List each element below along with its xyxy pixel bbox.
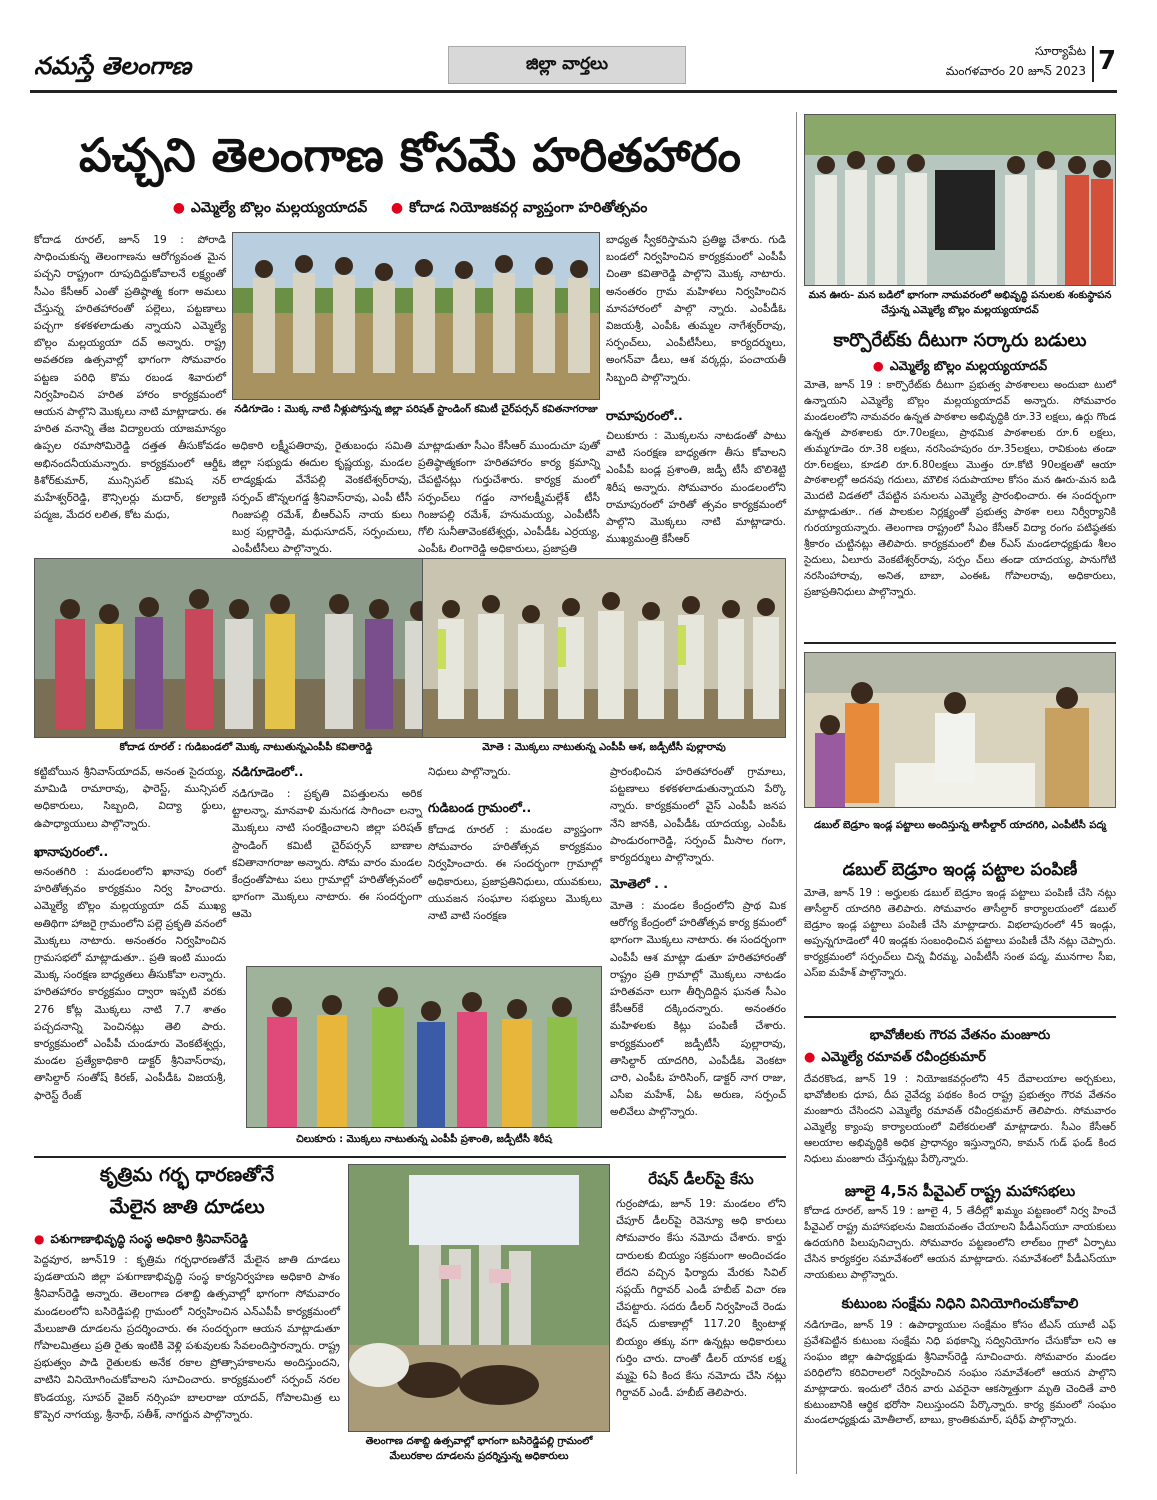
right-col5: నడిగూడెం, జూన్ 19 : ఉపాధ్యాయుల సంక్షేమం కోసం టీఎస్ యూటీ ఎఫ్ ప్రవేశపెట్టిన కుటుంబ సంక్షేమ నిధి పథకాన్ని సద్వినియోగం చేసుకోవా లని ఆ సంఘం జిల్లా ఉపాధ్యక్షుడు శ్రీనివాస్‌రెడ్డి సూచించారు. సోమవారం మండల పరిధిలోని కరివిరాలలో నిర్వహించిన సంఘం సమావేశంలో ఆయన పాల్గొని మాట్లాడారు. ఇందులో చేరిన వారు ఎవరైనా ఆకస్మాత్తుగా మృతి చెందితే వారి కుటుంబానికి ఆర్థిక భరోసా నిలుస్తుందని పేర్కొన్నారు. కార్య క్రమంలో సంఘం మండలాధ్యక్షుడు మోతీలాల్, బాబు, క్రాంతికుమార్, షరీఫ్ పాల్గొన్నారు. (804, 1320, 1116, 1427)
lower-col4: ప్రారంభించిన హరితహారంతో గ్రామాలు, పట్టణాలు కళకళలాడుతున్నాయని పేర్కొ న్నారు. కార్యక్రమంలో వైస్ ఎంపీపీ జనప నేని జానకి, ఎంపీడీఓ యాదయ్య, ఎంపీఓ పాండురంగారెడ్డి, సర్పంచ్ మీసాల గంగా, కార్యదర్శులు పాల్గొన్నారు. (610, 766, 786, 865)
caption-calves: తెలంగాణ దశాబ్ది ఉత్సవాల్లో భాగంగా బసిరెడ్డిపల్లి గ్రామంలో మేలురకాల దూడలను ప్రదర్శిస్తున్న అధికారులు (365, 1436, 593, 1462)
photo-namavaram (804, 114, 1116, 286)
caption-gudibanda: కోదాడ రూరల్ : గుడిబండలో మొక్క నాటుతున్నఎంపీపీ కవితారెడ్డి (119, 742, 373, 753)
gudibanda-head: గుడిబండ గ్రామంలో.. (428, 800, 532, 815)
khanapuram-head: ఖానాపురంలో.. (34, 844, 109, 859)
right-h3sub (804, 1050, 1116, 1068)
lower-col2: నడిగూడెం : ప్రకృతి విపత్తులను అరిక ట్టాలన్నా, మానవాళి మనుగడ సాగించా లన్నా మొక్కలు నాటి సంరక్షించాలని జిల్లా పరిషత్ స్టాండింగ్ కమిటీ చైర్‌పర్సన్ బాణాల కవితానాగరాజు అన్నారు. సోమ వారం మండల కేంద్రంతోపాటు పలు గ్రామాల్లో హరితోత్సవంలో భాగంగా మొక్కలు నాటారు. ఈ సందర్భంగా ఆమె (232, 788, 422, 921)
lead-col3b: చిలుకూరు : మొక్కలను నాటడంతో పాటు వాటి సంరక్షణ బాధ్యతగా తీసు కోవాలని ఎంపీపీ బండ్ల ప్రశాంతి, జడ్పీ టీసీ బొలిశెట్టి శిరీష అన్నారు. సోమవారం మండలంలోని రామాపురంలో హరితో త్సవం కార్యక్రమంలో పాల్గొని మొక్కలు నాటి మాట్లాడారు. ముఖ్యమంత్రి కేసీఆర్ (606, 430, 786, 546)
right-h2: డబుల్ బెడ్రూం ఇండ్ల పట్టాల పంపిణీ (842, 860, 1078, 880)
photo-mothe (422, 558, 786, 738)
photo-tahsildar-image (805, 653, 1115, 807)
lower-col1b: అనంతగిరి : మండలంలోని ఖానాపు రంలో హరితోత్సవం కార్యక్రమం నిర్వ హించారు. ఎమ్మెల్యే బొల్లం మల్లయ్యయా దవ్ ముఖ్య అతిథిగా హాజరై గ్రామంలోని పల్లె ప్రకృతి వనంలో మొక్కలు నాటారు. అనంతరం నిర్వహించిన గ్రామసభలో మాట్లాడుతూ.. ప్రతి ఇంటి ముందు మొక్క సంరక్షణ బాధ్యతలు తీసుకోవా లన్నారు. హరితహారం కార్యక్రమం ద్వారా ఇప్పటి వరకు 276 కోట్ల మొక్కలు నాటి 7.7 శాతం పచ్చదనాన్ని పెంచినట్లు తెలి పారు. కార్యక్రమంలో ఎంపీపీ చుండూరు వెంకటేశ్వర్లు, మండల ప్రత్యేకాధికారి డాక్టర్ శ్రీనివాస్‌రావు, తాసిల్దార్ సంతోష్ కిరణ్, ఎంపీడీఓ విజయశ్రీ, ఫారెస్ట్ రేంజ్ (34, 866, 226, 1102)
mothe-head: మోతెలో . . (610, 876, 669, 891)
lead-sub1: ● ఎమ్మెల్యే బొల్లం మల్లయ్యయాదవ్ (173, 200, 367, 216)
bottom-h2: రేషన్ డీలర్‌పై కేసు (648, 1170, 754, 1188)
photo-calves (348, 1164, 610, 1432)
masthead-rule (30, 90, 1117, 93)
photo-mothe-image (423, 559, 785, 737)
caption-chilukuru: చిలుకూరు : మొక్కలు నాటుతున్న ఎంపీపీ ప్రశాంతి, జడ్పీటీసీ శిరీష (296, 1134, 552, 1145)
photo-gudibanda (34, 558, 458, 738)
lower-col3b: కోదాడ రూరల్ : మండల వ్యాప్తంగా సోమవారం హరితోత్సవ కార్యక్రమం నిర్వహించారు. ఈ సందర్భంగా గ్రామాల్లో అధికారులు, ప్రజాప్రతినిధులు, యువకులు, యువజన సంఘాల సభ్యులు మొక్కలు నాటి వాటి సంరక్షణ (428, 824, 602, 923)
photo-chilukuru-image (247, 967, 601, 1127)
photo-nadigudem-image (233, 233, 599, 399)
right-h1sub-text: ● ఎమ్మెల్యే బొల్లం మల్లయ్యయాదవ్ (873, 358, 1047, 373)
photo-gudibanda-image (35, 559, 457, 737)
caption-namavaram: మన ఊరు- మన బడిలో భాగంగా నామవరంలో అభివృద్ధి పనులకు శంకుస్థాపన చేస్తున్న ఎమ్మెల్యే బొల్లం మల్లయ్యయాదవ్ (808, 290, 1112, 316)
photo-namavaram-image (805, 115, 1115, 285)
page-sep (1092, 46, 1094, 82)
bottom-h1b: మేలైన జాతి దూడలు (109, 1196, 265, 1218)
bottom-h1sub-text: ● పశుగాణాభివృద్ధి సంస్థ అధికారి శ్రీనివాస్‌రెడ్డి (34, 1232, 248, 1246)
page-number: 7 (1098, 46, 1117, 76)
ramapuram-head: రామాపురంలో.. (606, 408, 683, 423)
lead-sub2: ● కోదాడ నియోజకవర్గ వ్యాప్తంగా హరితోత్సవం (391, 200, 647, 216)
section-name: జిల్లా వార్తలు (526, 54, 608, 74)
photo-chilukuru (246, 966, 602, 1128)
lead-col1: కోదాడ రూరల్, జూన్ 19 : పోరాడి సాధించుకున్న తెలంగాణను ఆరోగ్యవంత మైన పచ్చని రాష్ట్రంగా రూపుదిద్దుకోవాలనే లక్ష్యంతో సీఎం కేసీఆర్ ఎంతో ప్రతిష్ఠాత్మ కంగా అమలు చేస్తున్న హరితహారంతో పల్లెలు, పట్టణాలు పచ్చగా కళకళలాడుతు న్నాయని ఎమ్మెల్యే బొల్లం మల్లయ్యయా దవ్ అన్నారు. రాష్ట్ర అవతరణ ఉత్సవాల్లో భాగంగా సోమవారం పట్టణ పరిధి కొమ రబండ శివారులో నిర్వహించిన హరిత హారం కార్యక్రమంలో ఆయన పాల్గొని మొక్కలు నాటి మాట్లాడారు. ఈ హరిత వనాన్ని తేజ విద్యాలయ యాజమాన్యం ఉప్పల రమాసోమిరెడ్డి దత్తత తీసుకోవడం అభినందనీయమన్నారు. కార్యక్రమంలో ఆర్డీఓ కిశోర్‌కుమార్, మున్సిపల్ కమిష నర్ మహేశ్వర్‌రెడ్డి, కౌన్సిలర్లు మదార్, కల్యాణి పద్మజ, మేదర లలిత, కోట మధు, (34, 234, 226, 522)
right-h3sub-text: ● ఎమ్మెల్యే రమావత్ రవీంద్రకుమార్ (804, 1050, 986, 1065)
photo-calves-image (349, 1165, 609, 1431)
bottom-h1a: కృత్రిమ గర్భ ధారణతోనే (99, 1164, 275, 1186)
photo-nadigudem (232, 232, 600, 400)
photo-tahsildar (804, 652, 1116, 808)
lead-headline: పచ్చని తెలంగాణ కోసమే హరితహారం (79, 128, 741, 182)
right-h4: జూలై 4,5న పీవైఎల్ రాష్ట్ర మహాసభలు (844, 1182, 1076, 1200)
caption-nadigudem: నడిగూడెం : మొక్క నాటి నీళ్లుపోస్తున్న జిల్లా పరిషత్ స్టాండింగ్ కమిటీ చైర్‌పర్సన్ కవితనాగరాజు (234, 404, 598, 415)
paper-name: నమస్తే తెలంగాణ (34, 52, 192, 80)
right-h1sub (804, 358, 1116, 377)
right-h5: కుటుంబ సంక్షేమ నిధిని వినియోగించుకోవాలి (841, 1296, 1079, 1312)
right-col3: దేవరకొండ, జూన్ 19 : నియోజకవర్గంలోని 45 దేవాలయాల అర్చకులు, భావోజీలకు ధూప, దీప నైవేద్య పథకం కింద రాష్ట్ర ప్రభుత్వం గౌరవ వేతనం మంజూరు చేసిందని ఎమ్మెల్యే రమావత్ రవీంద్రకుమార్ తెలిపారు. సోమవారం ఎమ్మెల్యే క్యాంపు కార్యాలయంలో విలేకరులతో మాట్లాడారు. సీఎం కేసీఆర్ ఆలయాల అభివృద్ధికి అధిక ప్రాధాన్యం ఇస్తున్నారని, కామన్ గుడ్ ఫండ్ కింద నిధులు మంజూరు చేస్తున్నట్లు పేర్కొన్నారు. (804, 1074, 1116, 1165)
lead-col3: బాధ్యత స్వీకరిస్తామని ప్రతిజ్ఞ చేశారు. గుడి బండలో నిర్వహించిన కార్యక్రమంలో ఎంపీపీ చింతా కవితారెడ్డి పాల్గొని మొక్క నాటారు. అనంతరం గ్రామ మహిళలు నిర్వహించిన మానహారంలో పాల్గొ న్నారు. ఎంపీడీఓ విజయశ్రీ, ఎంపీఓ తుమ్మల నాగేశ్వర్‌రావు, సర్పంచ్‌లు, ఎంపీటీసీలు, కార్యదర్శులు, అంగన్‌వా డీలు, ఆశ వర్కర్లు, పంచాయతీ సిబ్బంది పాల్గొన్నారు. (606, 234, 786, 384)
lower-col4b: మోతె : మండల కేంద్రంలోని ప్రాథ మిక ఆరోగ్య కేంద్రంలో హరితోత్సవ కార్య క్రమంలో భాగంగా మొక్కలు నాటారు. ఈ సందర్భంగా ఎంపీపీ ఆశ మాట్లా డుతూ హరితహారంతో రాష్ట్రం ప్రతి గ్రామాల్లో మొక్కలు నాటడం హరితవనా లుగా తీర్చిదిద్దిన ఘనత సీఎం కేసీఆర్‌కే దక్కిందన్నారు. అనంతరం మహిళలకు కిట్లు పంపిణీ చేశారు. కార్యక్రమంలో జడ్పీటీసీ పుల్లారావు, తాసిల్దార్ యాదగిరి, ఎంపీడీఓ వెంకటా చారి, ఎంపీఓ హరిసింగ్, డాక్టర్ నాగ రాజు, ఎసీఐ మహేశ్, ఏఓ అరుణ, సర్పంచ్ అలివేలు పాల్గొన్నారు. (610, 900, 786, 1119)
lower-col3: నిధులు పాల్గొన్నారు. (428, 766, 511, 778)
bottom-h1sub (34, 1232, 340, 1249)
right-rule-2 (804, 1016, 1116, 1018)
right-rule-1 (804, 642, 1116, 644)
right-divider (796, 112, 797, 1474)
right-h3: భావోజీలకు గౌరవ వేతనం మంజూరు (869, 1028, 1051, 1043)
right-col1: మోతె, జూన్ 19 : కార్పొరేట్‌కు దీటుగా ప్రభుత్వ పాఠశాలలు అందుబా టులో ఉన్నాయని ఎమ్మెల్యే బొల్లం మల్లయ్యయాదవ్ అన్నారు. సోమవారం మండలంలోని నామవరం ఉన్నత పాఠశాల అభివృద్ధికి రూ.33 లక్షలు, ఉర్లు గొండ ఉన్నత పాఠశాలకు రూ.70లక్షలు, ప్రాథమిక పాఠశాలకు రూ.6 లక్షలు, తుమ్మగూడెం రూ.38 లక్షలు, నరసింహపురం రూ.35లక్షలు, రావికుంట తండా రూ.6లక్షలు, కూడలి రూ.6.80లక్షలు మొత్తం రూ.కోటి 90లక్షలతో ఆయా పాఠశాలల్లో అదనపు గదులు, మౌలిక సదుపాయాల కోసం మన ఊరు-మన బడి మొదటి విడతలో చేపట్టిన పనులను ఎమ్మెల్యే ప్రారంభించారు. ఈ సందర్భంగా మాట్లాడుతూ.. గత పాలకుల నిర్లక్ష్యంతో ప్రభుత్వ పాఠశా లలు నిర్వీర్యానికి గురయ్యాయన్నారు. తెలంగాణ రాష్ట్రంలో సీఎం కేసీఆర్ విద్యా రంగం పటిష్ఠతకు శ్రీకారం చుట్టినట్లు తెలిపారు. కార్యక్రమంలో బీఆ ర్‌ఎస్ మండలాధ్యక్షుడు శీలం సైదులు, ఏలూరు వెంకటేశ్వర్‌రావు, సర్పం చ్‌లు తండా యాదయ్య, పానుగోటి నరసింహారావు, అనిత, బాబా, ఎంఈఓ గోపాలరావు, అధికారులు, ప్రజాప్రతినిధులు పాల్గొన్నారు. (804, 380, 1116, 598)
right-h1: కార్పొరేట్‌కు దీటుగా సర్కారు బడులు (833, 330, 1087, 351)
lead-col2b: మాట్లాడుతూ సీఎం కేసీఆర్ ముందుచూ పుతో ప్రతిష్ఠాత్మకంగా హరితహారం కార్య క్రమాన్ని చేపట్టినట్లు గుర్తుచేశారు. కార్యక్ర మంలో సర్పంచ్‌లు గడ్డం నాగలక్ష్మీమల్లేశ్ టీసీ గింజుపల్లి రమేశ్, హనుమయ్య, ఎంపీటీసీ గోలి సునీతావెంకటేశ్వర్లు, ఎంపీడీఓ ఎర్రయ్య, ఎంపీఓ లింగారెడ్డి అధికారులు, ప్రజాప్రతి (418, 440, 600, 556)
caption-mothe: మోతె : మొక్కలు నాటుతున్న ఎంపీపీ ఆశ, జడ్పీటీసీ పుల్లారావు (482, 742, 726, 753)
caption-tahsildar: డబుల్ బెడ్రూం ఇండ్ల పట్టాలు అందిస్తున్న తాసీల్దార్ యాదగిరి, ఎంపీటీసీ పద్మ (814, 820, 1106, 831)
lead-subheads (34, 200, 786, 219)
nadigudem-head: నడిగూడెంలో.. (232, 764, 304, 779)
edition-name: సూర్యాపేట (1035, 44, 1086, 58)
bottom-rule (34, 1156, 786, 1158)
right-col4: కోదాడ రూరల్, జూన్ 19 : జూలై 4, 5 తేదీల్లో ఖమ్మం పట్టణంలో నిర్వ హించే పీవైఎల్ రాష్ట్ర మహాసభలను విజయవంతం చేయాలని పీడీఎస్‌యూ నాయకులు ఉదయగిరి పిలుపునిచ్చారు. సోమవారం పట్టణంలోని లాల్‌బం గ్లాలో ఏర్పాటు చేసిన కార్యకర్తల సమావేశంలో ఆయన మాట్లాడారు. సమావేశంలో పీడీఎస్‌యూ నాయకులు పాల్గొన్నారు. (804, 1206, 1116, 1281)
issue-date: మంగళవారం 20 జూన్ 2023 (945, 64, 1086, 78)
masthead (30, 42, 1117, 90)
lower-col1: కట్టిబోయిన శ్రీనివాస్‌యాదవ్, అనంత సైదయ్య, మామిడి రామారావు, ఫారెస్ట్, మున్సిపల్ అధికారులు, సిబ్బంది, విద్యా ర్థులు, ఉపాధ్యాయులు పాల్గొన్నారు. (34, 766, 226, 830)
bottom-col2: గుర్రంపోడు, జూన్ 19: మండలం లోని చేపూర్ డీలర్‌పై రెవెన్యూ అధి కారులు సోమవారం కేసు నమోదు చేశారు. కార్డు దారులకు బియ్యం సక్రమంగా అందించడం లేదని వచ్చిన ఫిర్యాదు మేరకు సివిల్ సప్లయ్ గిర్దావర్ ఎండీ హబీబ్ విచా రణ చేపట్టారు. సదరు డీలర్ నిర్వహించే రెండు రేషన్ దుకాణాల్లో 117.20 క్వింటాళ్ల బియ్యం తక్కు వగా ఉన్నట్లు అధికారులు గుర్తిం చారు. దాంతో డీలర్ యానక లక్ష్మ మ్మపై 6ఏ కింద కేసు నమోదు చేసి నట్లు గిర్దావర్ ఎండీ. హబీబ్ తెలిపారు. (616, 1198, 786, 1400)
bottom-col1: పెద్దవూర, జూన్19 : కృత్రిమ గర్భధారణతోనే మేలైన జాతి దూడలు పుడతాయని జిల్లా పశుగాణాభివృద్ధి సంస్థ కార్యనిర్వహణ అధికారి పాశం శ్రీనివాస్‌రెడ్డి అన్నారు. తెలంగాణ దశాబ్ది ఉత్సవాల్లో భాగంగా సోమవారం మండలంలోని బసిరెడ్డిపల్లి గ్రామంలో నిర్వహించిన ఎన్‌ఎపీపీ కార్యక్రమంలో మేలుజాతి దూడలను ప్రదర్శించారు. ఈ సందర్భంగా ఆయన మాట్లాడుతూ గోపాలమిత్రలు ప్రతి రైతు ఇంటికి వెళ్లి పశువులకు సేవలందిస్తారన్నారు. రాష్ట్ర ప్రభుత్వం పాడి రైతులకు అనేక రకాల ప్రోత్సాహకాలను అందిస్తుందని, వాటిని వినియోగించుకోవాలని సూచించారు. కార్యక్రమంలో సర్పంచ్ నరల కొండయ్య, సూపర్ వైజర్ నర్సింహ బాలరాజు యాదవ్, గోపాలమిత్ర లు కొప్పెర నాగయ్య, శ్రీనాథ్, సతీశ్, నాగర్జున పాల్గొన్నారు. (34, 1254, 340, 1421)
lead-col1b: అధికారి లక్ష్మీపతిరావు, రైతుబంధు సమితి జిల్లా సభ్యుడు ఈదుల కృష్ణయ్య, మండల లాడ్యక్షుడు వేనేపల్లి వెంకటేశ్వర్‌రావు, సర్పంచ్ జొన్నలగడ్డ శ్రీనివాస్‌రావు, ఎంపీ టీసీ గింజుపల్లి రమేశ్, బీఆర్‌ఎస్ నాయ కులు బుర్ర పుల్లారెడ్డి, మధుసూదన్, సర్పంచులు, ఎంపీటీసీలు పాల్గొన్నారు. (232, 440, 412, 556)
right-col2: మోతె, జూన్ 19 : అర్హులకు డబుల్ బెడ్రూం ఇండ్ల పట్టాలు పంపిణీ చేసి నట్లు తాసీల్దార్ యాదగిరి తెలిపారు. సోమవారం తాసీల్దార్ కార్యాలయంలో డబుల్ బెడ్రూం ఇండ్ల పట్టాలు పంపిణీ చేసి మాట్లాడారు. విభలాపురంలో 45 ఇండ్లు, అప్పన్నగూడెంలో 40 ఇండ్లకు సంబంధించిన పట్టాలు పంపిణీ చేసి నట్లు చెప్పారు. కార్యక్రమంలో సర్పంచ్‌లు చిన్న వీరమ్మ, ఎంపీటీసీ సంత పద్మ, మునగాల సీఐ, ఎస్ఐ మహేశ్ పాల్గొన్నారు. (804, 888, 1116, 979)
